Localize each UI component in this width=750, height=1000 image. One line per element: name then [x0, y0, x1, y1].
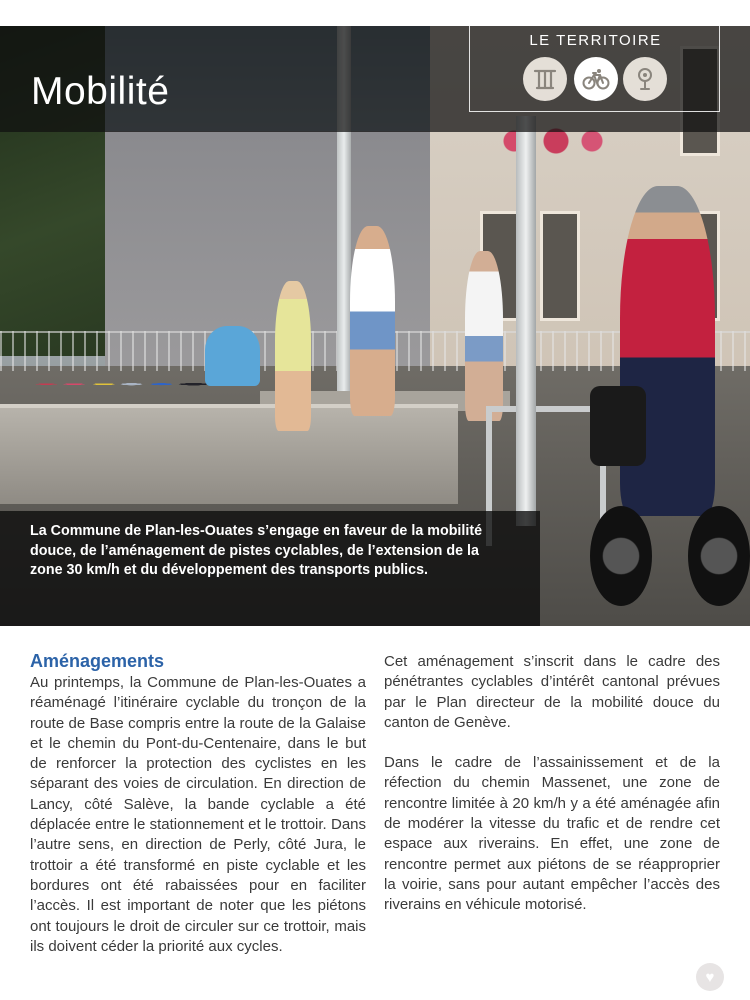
heart-logo-icon: ♥ — [696, 963, 724, 991]
segway — [590, 356, 750, 606]
tram-icon — [523, 57, 567, 101]
section-heading: Aménagements — [30, 651, 165, 671]
pole-front — [516, 116, 536, 526]
article-column-right — [384, 652, 720, 916]
hero-photo — [0, 26, 750, 626]
caption-band — [0, 511, 540, 626]
person-crouching — [205, 326, 260, 386]
territory-box — [469, 26, 720, 112]
article-column-left — [30, 650, 366, 957]
child-standing — [275, 281, 311, 431]
girl-standing — [465, 251, 503, 421]
woman-standing — [350, 226, 395, 416]
concrete-platform — [0, 404, 458, 504]
bicycle-icon — [574, 57, 618, 101]
location-pin-icon — [623, 57, 667, 101]
territory-label: LE TERRITOIRE — [529, 32, 662, 49]
paragraph-left: Au printemps, la Commune de Plan-les-Ouates a réaménagé l’itinéraire cyclable du tronçon de la route de Base compris entre la route de la Galaise et le chemin du Pont-du-Centenaire, dans le but de renforcer la protection des cyclistes en les séparant des voies de circulation. En direction de Lancy, côté Salève, la bande cyclable a été déplacée entre le stationnement et le trottoir. Dans l’autre sens, en direction de Perly, côté Jura, le trottoir a été transformé en piste cyclable et les bordures ont été rabaissées pour en faciliter l’accès. Il est important de noter que les piétons ont toujours le droit de circuler sur ce trottoir, mais ils doivent céder la priorité aux cycles. — [30, 674, 366, 955]
hero-caption: La Commune de Plan-les-Ouates s’engage en faveur de la mobilité douce, de l’aménagement de pistes cyclables, de l’extension de la zone 30 km/h et du développement des transports publics. — [30, 523, 483, 578]
page-title: Mobilité — [31, 70, 170, 113]
paragraph-right-2: Dans le cadre de l’assainissement et de la réfection du chemin Massenet, une zone de rencontre limitée à 20 km/h y a été aménagée afin de modérer la vitesse du trafic et de rendre cet espace aux riverains. En effet, une zone de rencontre permet aux piétons de se réapproprier la voirie, sans pour autant empêcher l’accès des riverains en véhicule motorisé. — [384, 754, 720, 914]
paragraph-right-1: Cet aménagement s’inscrit dans le cadre des pénétrantes cyclables d’intérêt cantonal prévues par le Plan directeur de la mobilité douce du canton de Genève. — [384, 653, 720, 731]
